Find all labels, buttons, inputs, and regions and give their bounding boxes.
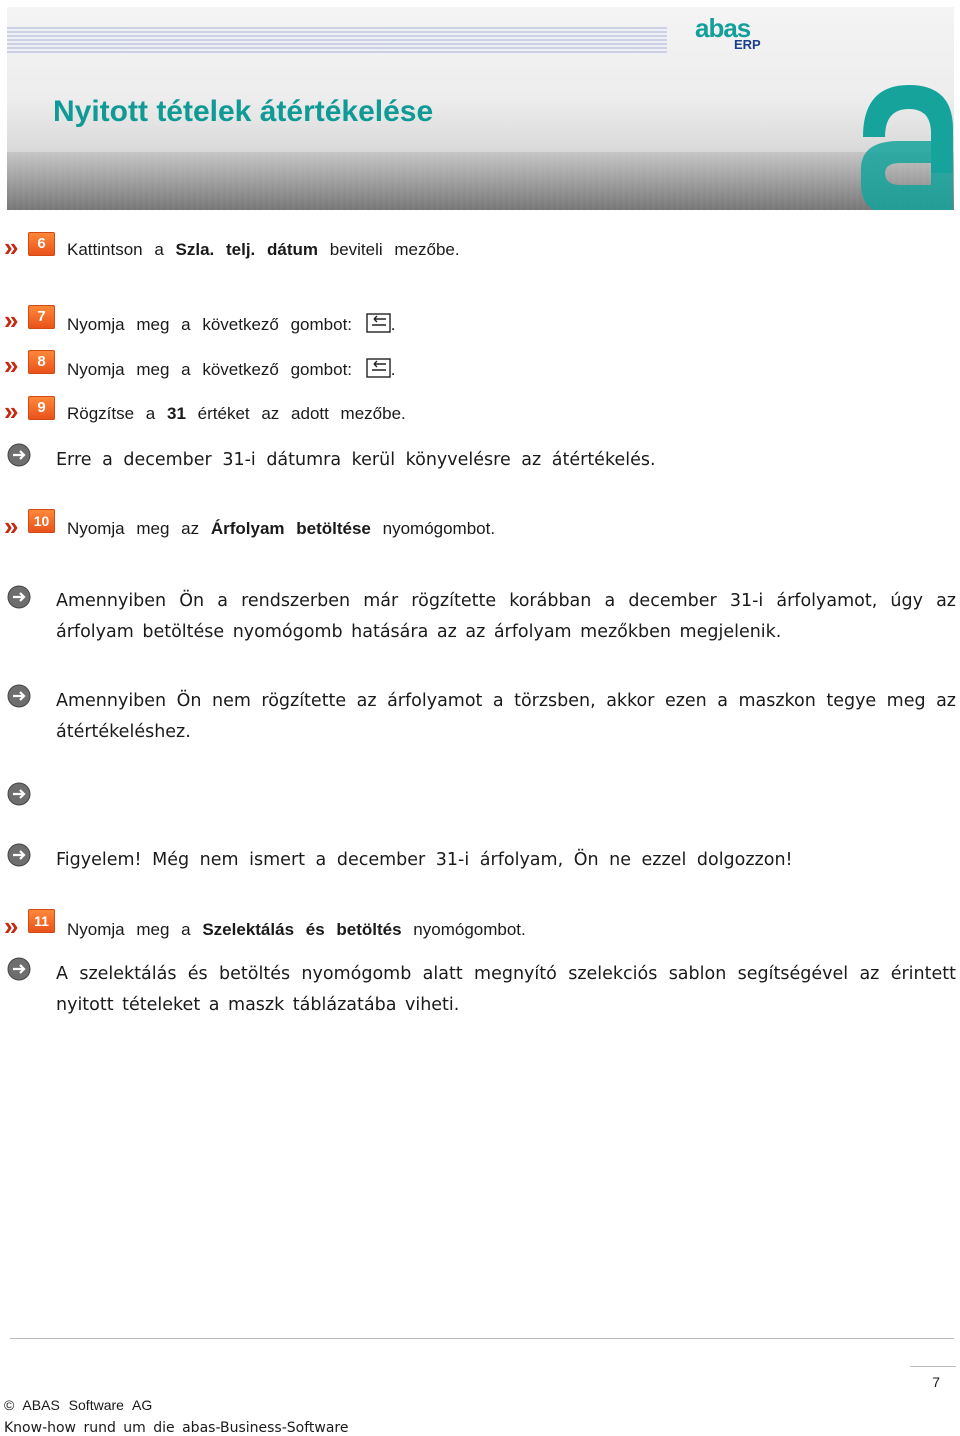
return-key-icon <box>366 313 391 333</box>
step-number-badge: 7 <box>28 305 55 329</box>
arrow-bullet-icon <box>7 782 31 806</box>
guillemet-icon: » <box>4 511 19 541</box>
page-title: Nyitott tételek átértékelése <box>53 95 434 128</box>
step-8-pre: Nyomja meg a következő gombot: <box>67 360 353 379</box>
step-11-post: nyomógombot. <box>413 920 526 939</box>
step-9-post: értéket az adott mezőbe. <box>197 404 406 423</box>
footer-divider <box>10 1338 954 1339</box>
step-11-pre: Nyomja meg a <box>67 920 191 939</box>
step-10-text <box>67 519 495 539</box>
note-5: A szelektálás és betöltés nyomógomb alatt megnyító szelekciós sablon segítségével az érintett nyitott tételeket a maszk táblázatába viheti. <box>56 964 956 1015</box>
abas-logo-erp: ERP <box>734 37 761 52</box>
note-4-warning: Figyelem! Még nem ismert a december 31-i árfolyam, Ön ne ezzel dolgozzon! <box>56 850 793 870</box>
arrow-bullet-icon <box>7 585 31 609</box>
step-8-post: . <box>390 360 396 379</box>
arrow-bullet-icon <box>7 843 31 867</box>
step-number-badge: 8 <box>28 350 55 374</box>
step-9-text <box>67 404 406 424</box>
note-3: Amennyiben Ön nem rögzítette az árfolyamot a törzsben, akkor ezen a maszkon tegye meg az átértékeléshez. <box>56 691 956 742</box>
abas-logo: abas <box>695 13 751 43</box>
step-6-pre: Kattintson a <box>67 240 164 259</box>
guillemet-icon: » <box>4 305 19 335</box>
copyright: © ABAS Software AG <box>4 1397 153 1413</box>
step-7-pre: Nyomja meg a következő gombot: <box>67 315 353 334</box>
step-6-field-name: Szla. telj. dátum <box>175 240 318 259</box>
step-10-post: nyomógombot. <box>382 519 496 538</box>
return-key-icon <box>366 358 391 378</box>
step-9-pre: Rögzítse a <box>67 404 156 423</box>
step-11-text <box>67 920 526 940</box>
abas-a-logo-icon <box>849 77 954 210</box>
arrow-bullet-icon <box>7 684 31 708</box>
step-number-badge: 6 <box>28 232 55 256</box>
header-banner <box>7 7 954 210</box>
note-1: Erre a december 31-i dátumra kerül könyvelésre az átértékelés. <box>56 450 656 470</box>
arrow-bullet-icon <box>7 443 31 467</box>
arrow-bullet-icon <box>7 957 31 981</box>
page-number: 7 <box>932 1374 940 1390</box>
step-10-button-name: Árfolyam betöltése <box>210 519 371 538</box>
step-11-button-name: Szelektálás és betöltés <box>202 920 402 939</box>
step-7-post: . <box>390 315 396 334</box>
page-number-divider <box>910 1366 956 1367</box>
header-shade-overlay <box>7 152 954 210</box>
footer-tagline: Know-how rund um die abas-Business-Software <box>4 1420 349 1436</box>
guillemet-icon: » <box>4 396 19 426</box>
step-10-pre: Nyomja meg az <box>67 519 200 538</box>
guillemet-icon: » <box>4 350 19 380</box>
step-9-value: 31 <box>167 404 186 423</box>
header-stripes <box>7 27 667 55</box>
step-number-badge: 11 <box>28 909 55 933</box>
step-6-post: beviteli mezőbe. <box>329 240 460 259</box>
note-2: Amennyiben Ön a rendszerben már rögzítette korábban a december 31-i árfolyamot, úgy az árfolyam betöltése nyomógomb hatására az az árfolyam mezőkben megjelenik. <box>56 591 956 642</box>
step-7-text <box>67 313 395 335</box>
step-number-badge: 9 <box>28 396 55 420</box>
step-6-text <box>67 240 460 260</box>
guillemet-icon: » <box>4 232 19 262</box>
guillemet-icon: » <box>4 911 19 941</box>
step-number-badge: 10 <box>28 509 55 533</box>
step-8-text <box>67 358 395 380</box>
